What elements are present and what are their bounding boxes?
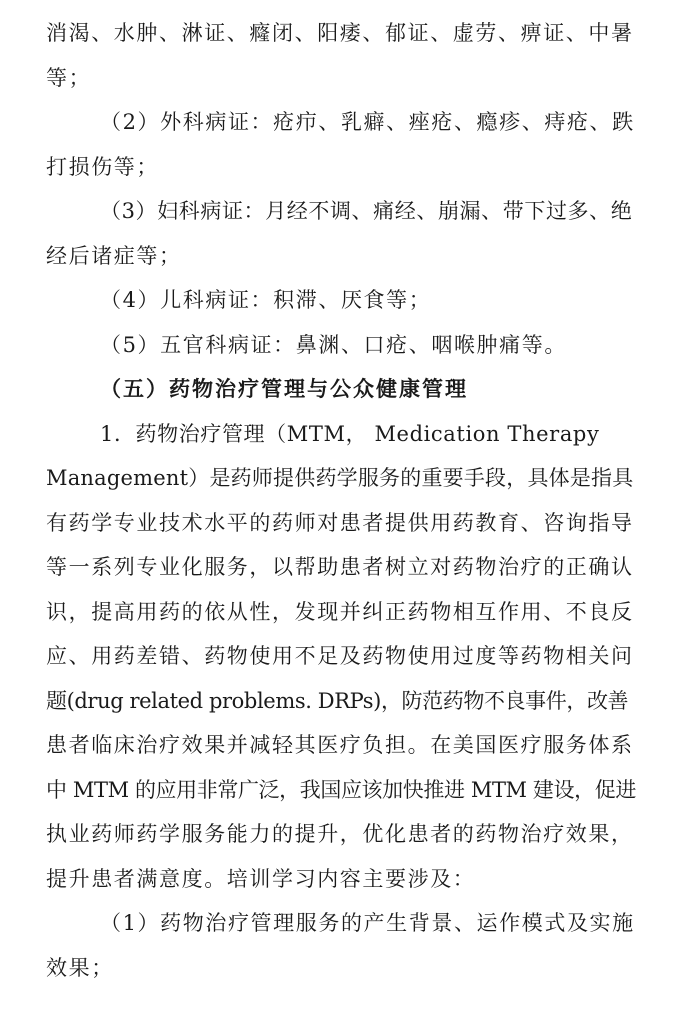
list-item-ent: （5）五官科病证：鼻渊、口疮、咽喉肿痛等。: [100, 333, 567, 357]
text-line: 消渴、水肿、淋证、癃闭、阳痿、郁证、虚劳、痹证、中暑: [46, 21, 634, 45]
list-item-pediatrics: （4）儿科病证：积滞、厌食等；: [100, 288, 432, 312]
section-heading: （五）药物治疗管理与公众健康管理: [100, 376, 468, 401]
text-line: 识，提高用药的依从性，发现并纠正药物相互作用、不良反: [46, 600, 634, 624]
text-line: 等；: [46, 66, 92, 90]
text-line: 有药学专业技术水平的药师对患者提供用药教育、咨询指导: [46, 511, 634, 535]
text-line: 执业药师药学服务能力的提升，优化患者的药物治疗效果，: [46, 822, 634, 846]
text-line: 经后诸症等；: [46, 244, 182, 268]
list-item-surgery: （2）外科病证：疮疖、乳癖、痤疮、瘾疹、痔疮、跌: [100, 110, 635, 134]
text-line: 打损伤等；: [46, 155, 159, 179]
list-item-gynecology: （3）妇科病证：月经不调、痛经、崩漏、带下过多、绝: [100, 199, 633, 223]
paragraph-start: 1．药物治疗管理（MTM， Medication Therapy: [100, 422, 600, 446]
text-line: Management）是药师提供药学服务的重要手段，具体是指具: [46, 466, 634, 490]
text-line: 等一系列专业化服务，以帮助患者树立对药物治疗的正确认: [46, 555, 634, 579]
text-line: 患者临床治疗效果并减轻其医疗负担。在美国医疗服务体系: [46, 733, 634, 757]
text-line: 效果；: [46, 956, 114, 980]
list-item-mtm-background: （1）药物治疗管理服务的产生背景、运作模式及实施: [100, 911, 635, 935]
text-line: 提升患者满意度。培训学习内容主要涉及：: [46, 867, 476, 891]
text-line: 应、用药差错、药物使用不足及药物使用过度等药物相关问: [46, 644, 634, 668]
text-line: 题(drug related problems. DRPs)，防范药物不良事件，改善: [46, 689, 629, 713]
text-line: 中 MTM 的应用非常广泛，我国应该加快推进 MTM 建设，促进: [46, 778, 636, 802]
